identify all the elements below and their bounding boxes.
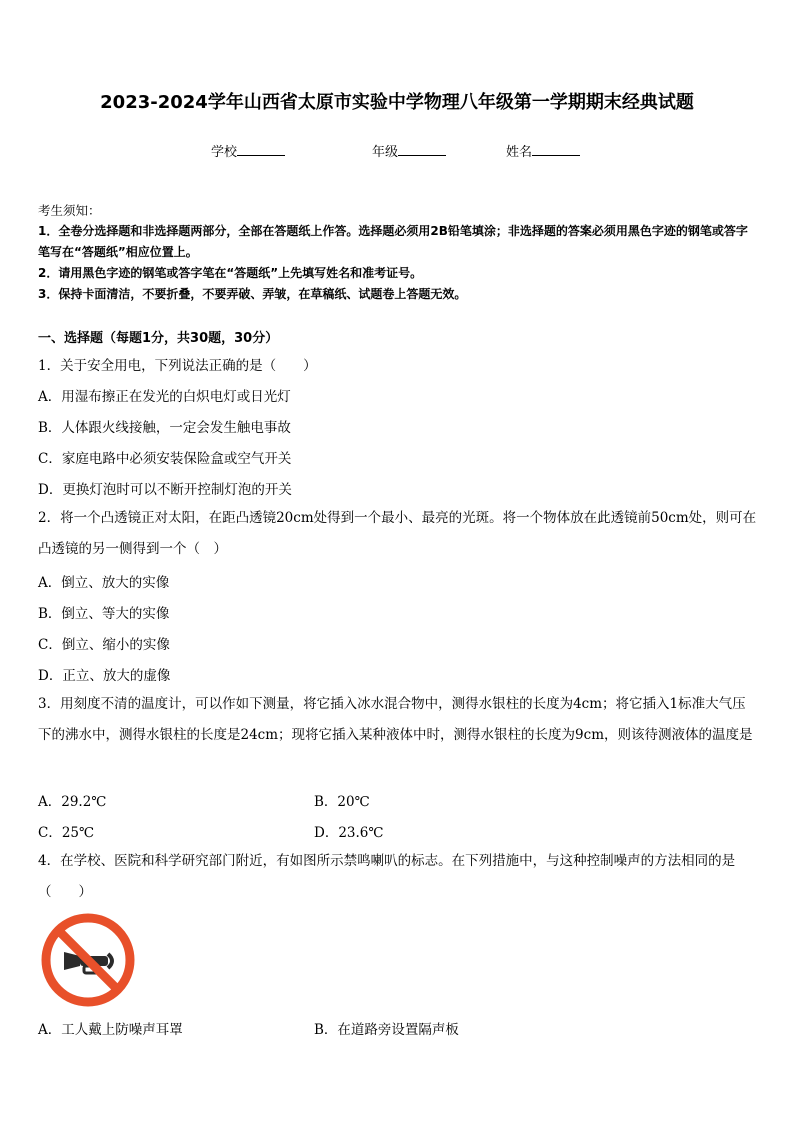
question-2-option-d: D．正立、放大的虚像 (38, 668, 171, 684)
question-3-option-b: B．20℃ (314, 794, 370, 810)
notice-item-3: 3．保持卡面清洁，不要折叠，不要弄破、弄皱，在草稿纸、试题卷上答题无效。 (38, 287, 467, 301)
question-1-option-d: D．更换灯泡时可以不断开控制灯泡的开关 (38, 482, 292, 498)
no-horn-sign-icon (40, 912, 136, 1008)
question-3-option-a: A．29.2℃ (38, 794, 107, 810)
grade-label: 年级 (372, 145, 399, 160)
grade-field (372, 141, 446, 160)
notice-item-2: 2．请用黑色字迹的钢笔或答字笔在“答题纸”上先填写姓名和准考证号。 (38, 266, 423, 280)
notice-item-1: 1．全卷分选择题和非选择题两部分，全部在答题纸上作答。选择题必须用2B铅笔填涂；非选择题的答案必须用黑色字迹的钢笔或答字笔写在“答题纸”相应位置上。 (38, 224, 748, 259)
question-1-option-b: B．人体跟火线接触，一定会发生触电事故 (38, 420, 291, 436)
notice-heading: 考生须知： (38, 203, 101, 218)
question-3-option-d: D．23.6℃ (314, 825, 384, 841)
name-label: 姓名 (506, 145, 533, 160)
question-4-stem: 4．在学校、医院和科学研究部门附近，有如图所示禁鸣喇叭的标志。在下列措施中，与这种控制噪声的方法相同的是（ ） (38, 853, 736, 900)
question-2-option-b: B．倒立、等大的实像 (38, 606, 170, 622)
question-2-stem: 2．将一个凸透镜正对太阳，在距凸透镜20cm处得到一个最小、最亮的光斑。将一个物体放在此透镜前50cm处，则可在凸透镜的另一侧得到一个（ ） (38, 510, 757, 557)
page-title: 2023-2024学年山西省太原市实验中学物理八年级第一学期期末经典试题 (100, 92, 694, 113)
grade-blank (398, 143, 446, 156)
section-title: 一、选择题（每题1分，共30题，30分） (38, 331, 279, 346)
school-field (211, 141, 285, 160)
name-blank (532, 143, 580, 156)
question-1-option-c: C．家庭电路中必须安装保险盒或空气开关 (38, 451, 292, 467)
question-4-option-b: B．在道路旁设置隔声板 (314, 1022, 459, 1038)
question-2-option-c: C．倒立、缩小的实像 (38, 637, 170, 653)
school-blank (237, 143, 285, 156)
question-1-stem: 1．关于安全用电，下列说法正确的是（ ） (38, 358, 317, 374)
question-4-option-a: A．工人戴上防噪声耳罩 (38, 1022, 183, 1038)
name-field (506, 141, 580, 160)
question-3-stem: 3．用刻度不清的温度计，可以作如下测量，将它插入冰水混合物中，测得水银柱的长度为4cm；将它插入1标准大气压下的沸水中，测得水银柱的长度是24cm；现将它插入某种液体中时，测得水银柱的长度为9cm，则该待测液体的温度是 (38, 696, 753, 743)
question-3-option-c: C．25℃ (38, 825, 95, 841)
question-2-option-a: A．倒立、放大的实像 (38, 575, 170, 591)
school-label: 学校 (211, 145, 238, 160)
question-1-option-a: A．用湿布擦正在发光的白炽电灯或日光灯 (38, 389, 291, 405)
